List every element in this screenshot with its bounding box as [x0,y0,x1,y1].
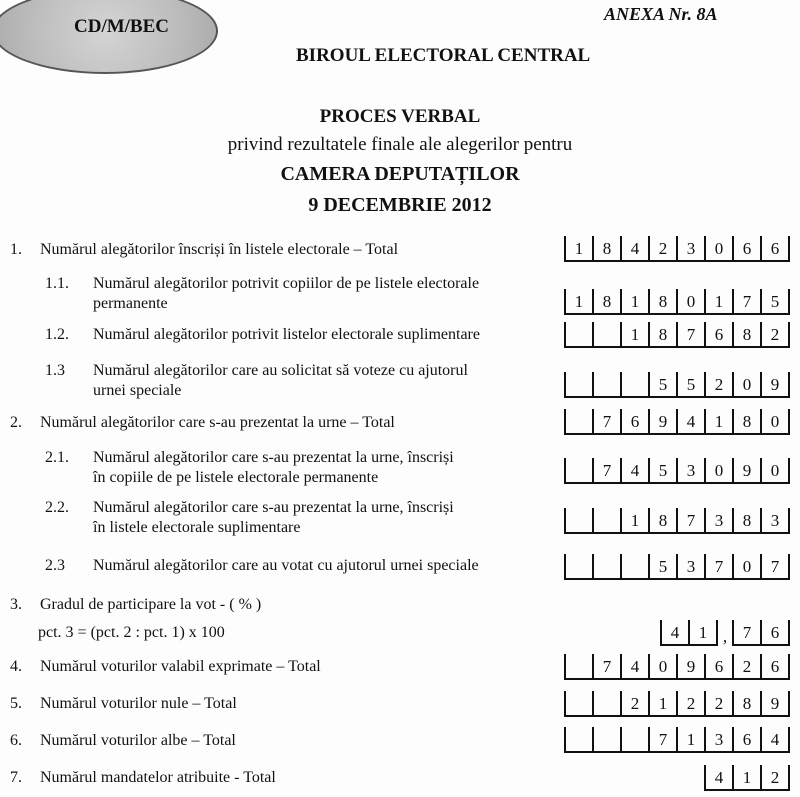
digit-cell: 7 [676,322,704,348]
digit-cell: 6 [704,654,732,680]
digit-boxes [564,727,790,753]
row-number: 3. [10,596,22,613]
digit-cell [620,727,648,753]
document-title: PROCES VERBAL [319,106,481,127]
row-number: 6. [10,732,22,749]
digit-cell: 7 [676,508,704,534]
digit-cell: 8 [648,508,676,534]
digit-cell [564,727,592,753]
digit-cell [592,508,620,534]
digit-cell: 1 [620,322,648,348]
digit-cell: 8 [732,508,760,534]
digit-cell: 5 [648,554,676,580]
digit-cell: 8 [592,289,620,315]
digit-cell: 9 [732,458,760,484]
digit-cell: 5 [676,372,704,398]
annex-label: ANEXA Nr. 8A [604,4,718,24]
chamber-heading: CAMERA DEPUTAȚILOR [280,163,520,185]
digit-cell [592,554,620,580]
digit-cell: 0 [704,458,732,484]
digit-cell: 7 [732,289,760,315]
digit-cell: 7 [592,458,620,484]
digit-cell: 3 [676,554,704,580]
digit-cell: 1 [676,727,704,753]
digit-boxes [564,322,790,348]
row-number: 1.2. [45,326,69,343]
digit-cell: 7 [732,620,760,646]
digit-cell: 0 [704,236,732,262]
row-label: Numărul alegătorilor care s-au prezentat la urne – Total [40,414,395,431]
row-label: Numărul alegătorilor care au votat cu ajutorul urnei speciale [93,557,479,574]
row-label: Numărul voturilor valabil exprimate – Total [40,658,321,675]
digit-cell: 7 [648,727,676,753]
digit-cell: 7 [592,654,620,680]
digit-boxes [564,554,790,580]
digit-cell: 4 [760,727,790,753]
digit-cell: 0 [676,289,704,315]
digit-cell: 8 [648,289,676,315]
digit-cell: 4 [660,620,688,646]
digit-cell: 6 [760,236,790,262]
digit-boxes [564,372,790,398]
stamp-text: CD/M/BEC [74,16,169,37]
digit-cell: 8 [732,691,760,717]
digit-cell: 1 [704,409,732,435]
row-label: permanente [93,295,168,312]
digit-boxes [564,289,790,315]
digit-cell: 3 [704,508,732,534]
digit-cell: 1 [704,289,732,315]
row-label: Numărul alegătorilor care s-au prezentat la urne, înscriși [93,499,454,516]
row-number: 2. [10,414,22,431]
row-number: 4. [10,658,22,675]
digit-cell: 8 [732,322,760,348]
digit-cell: 9 [648,409,676,435]
digit-cell: 7 [760,554,790,580]
row-label: Gradul de participare la vot - ( % ) [40,596,262,613]
digit-cell: 1 [620,508,648,534]
digit-boxes [660,620,790,646]
row-number: 7. [10,769,22,786]
row-label: pct. 3 = (pct. 2 : pct. 1) x 100 [38,624,225,641]
digit-cell: 2 [676,691,704,717]
row-number: 2.1. [45,449,69,466]
digit-cell: 2 [760,765,790,791]
digit-cell: 8 [592,236,620,262]
digit-cell: 1 [732,765,760,791]
digit-cell [620,554,648,580]
digit-cell: 1 [564,236,592,262]
row-label: Numărul alegătorilor înscriși în listele electorale – Total [40,241,399,258]
row-label: Numărul alegătorilor care au solicitat să voteze cu ajutorul [93,362,468,379]
document-subtitle: privind rezultatele finale ale alegerilor pentru [227,134,573,155]
row-number: 1.1. [45,275,69,292]
digit-cell: 6 [760,654,790,680]
row-number: 1.3 [45,362,65,379]
row-number: 5. [10,695,22,712]
digit-cell: 6 [760,620,790,646]
row-label: Numărul voturilor albe – Total [40,732,236,749]
digit-cell [564,458,592,484]
digit-cell [592,372,620,398]
digit-cell: 6 [704,322,732,348]
digit-cell: 4 [620,654,648,680]
row-label: Numărul alegătorilor care s-au prezentat la urne, înscriși [93,449,454,466]
digit-cell [564,322,592,348]
digit-cell: 0 [732,372,760,398]
digit-cell: 4 [620,458,648,484]
digit-cell: 7 [704,554,732,580]
digit-cell: 3 [760,508,790,534]
digit-cell [564,372,592,398]
digit-cell: 3 [676,458,704,484]
digit-cell: 7 [592,409,620,435]
digit-cell: 9 [760,372,790,398]
digit-cell: 5 [648,458,676,484]
digit-cell: 0 [760,458,790,484]
digit-cell [592,322,620,348]
digit-cell [592,727,620,753]
digit-cell: 2 [704,691,732,717]
digit-cell: 0 [732,554,760,580]
digit-boxes [564,654,790,680]
digit-cell: 1 [620,289,648,315]
digit-cell: 5 [760,289,790,315]
row-label: Numărul voturilor nule – Total [40,695,237,712]
digit-boxes [564,508,790,534]
digit-cell: 0 [760,409,790,435]
digit-cell: 6 [732,727,760,753]
digit-cell: 9 [676,654,704,680]
row-number: 2.3 [45,557,65,574]
digit-cell: 1 [688,620,718,646]
digit-cell [620,372,648,398]
row-label: Numărul alegătorilor potrivit copiilor de pe listele electorale [93,275,480,292]
digit-cell [564,409,592,435]
digit-cell: 4 [620,236,648,262]
digit-cell: 6 [732,236,760,262]
row-label: în copiile de pe listele electorale permanente [93,469,379,486]
digit-cell: 4 [676,409,704,435]
digit-cell [564,508,592,534]
stamp-oval [0,0,218,74]
digit-cell: 8 [648,322,676,348]
digit-cell: 8 [732,409,760,435]
row-label: Numărul alegătorilor potrivit listelor electorale suplimentare [93,326,480,343]
row-label: urnei speciale [93,382,182,399]
row-number: 1. [10,241,22,258]
digit-cell [564,554,592,580]
digit-cell: 0 [648,654,676,680]
digit-cell [564,691,592,717]
digit-boxes [564,409,790,435]
digit-cell: 3 [676,236,704,262]
digit-cell: 3 [704,727,732,753]
decimal-separator: , [722,627,728,646]
digit-cell: 9 [760,691,790,717]
row-number: 2.2. [45,499,69,516]
digit-cell: 1 [564,289,592,315]
election-date: 9 DECEMBRIE 2012 [308,194,492,216]
digit-cell: 5 [648,372,676,398]
office-heading: BIROUL ELECTORAL CENTRAL [296,45,591,66]
digit-cell: 2 [620,691,648,717]
digit-boxes [704,765,790,791]
digit-cell [564,654,592,680]
digit-cell [592,691,620,717]
digit-cell: 2 [732,654,760,680]
row-label: în listele electorale suplimentare [93,519,301,536]
digit-cell: 2 [648,236,676,262]
digit-cell: 6 [620,409,648,435]
digit-boxes [564,691,790,717]
digit-cell: 1 [648,691,676,717]
row-label: Numărul mandatelor atribuite - Total [40,769,276,786]
digit-cell: 2 [760,322,790,348]
digit-boxes [564,458,790,484]
digit-boxes [564,236,790,262]
digit-cell: 2 [704,372,732,398]
digit-cell: 4 [704,765,732,791]
